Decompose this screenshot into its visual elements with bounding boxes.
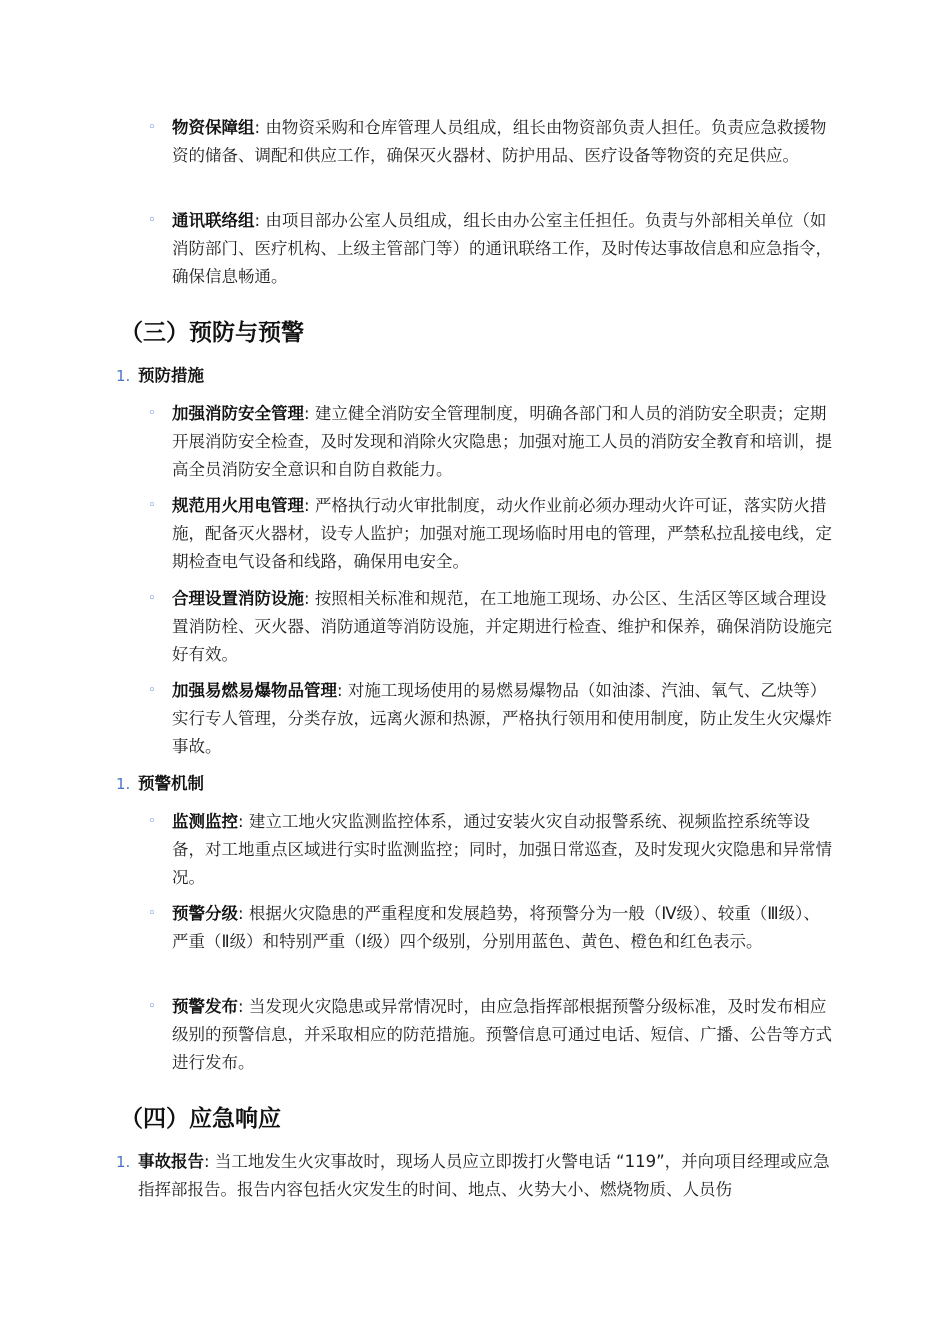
- numbered-item-title: 事故报告: [138, 1152, 204, 1171]
- item-text: 对施工现场使用的易燃易爆物品（如油漆、汽油、氧气、乙炔等）实行专人管理，分类存放，远离火源和热源，严格执行领用和使用制度，防止发生火灾爆炸事故。: [172, 681, 832, 756]
- item-text: 建立工地火灾监测监控体系，通过安装火灾自动报警系统、视频监控系统等设备，对工地重点区域进行实时监测监控；同时，加强日常巡查，及时发现火灾隐患和异常情况。: [172, 812, 832, 887]
- numbered-item-accident-report: 1. 事故报告: 当工地发生火灾事故时，现场人员应立即拨打火警电话 “119”，并向项目经理或应急指挥部报告。报告内容包括火灾发生的时间、地点、火势大小、燃烧物质、人员伤: [138, 1148, 833, 1204]
- bullet-icon: ◦: [148, 814, 156, 829]
- list-item-monitoring: ◦ 监测监控: 建立工地火灾监测监控体系，通过安装火灾自动报警系统、视频监控系统等设备，对工地重点区域进行实时监测监控；同时，加强日常巡查，及时发现火灾隐患和异常情况。: [172, 808, 832, 892]
- list-item-material-support: ◦ 物资保障组: 由物资采购和仓库管理人员组成，组长由物资部负责人担任。负责应急救援物资的储备、调配和供应工作，确保灭火器材、防护用品、医疗设备等物资的充足供应。: [172, 114, 832, 170]
- item-text: 当发现火灾隐患或异常情况时，由应急指挥部根据预警分级标准，及时发布相应级别的预警信息，并采取相应的防范措施。预警信息可通过电话、短信、广播、公告等方式进行发布。: [172, 997, 832, 1072]
- item-text: 按照相关标准和规范，在工地施工现场、办公区、生活区等区域合理设置消防栓、灭火器、消防通道等消防设施，并定期进行检查、维护和保养，确保消防设施完好有效。: [172, 589, 832, 664]
- numbered-item-title: 预防措施: [138, 366, 204, 385]
- item-term: 预警发布: [172, 997, 238, 1016]
- section-heading-prevention-warning: （三）预防与预警: [120, 320, 304, 346]
- numbered-item-prevention: [116, 362, 833, 390]
- list-item-fire-electricity-management: ◦ 规范用火用电管理: 严格执行动火审批制度，动火作业前必须办理动火许可证，落实防火措施，配备灭火器材，设专人监护；加强对施工现场临时用电的管理，严禁私拉乱接电线，定期检查电气设备和线路，确保用电安全。: [172, 492, 832, 576]
- numbered-item-warning: [116, 770, 833, 798]
- list-item-fire-facilities: ◦ 合理设置消防设施: 按照相关标准和规范，在工地施工现场、办公区、生活区等区域合理设置消防栓、灭火器、消防通道等消防设施，并定期进行检查、维护和保养，确保消防设施完好有效。: [172, 585, 832, 669]
- bullet-icon: ◦: [148, 406, 156, 421]
- bullet-icon: ◦: [148, 906, 156, 921]
- list-number: 1.: [116, 367, 131, 385]
- section-heading-emergency-response: （四）应急响应: [120, 1106, 281, 1132]
- item-text: 建立健全消防安全管理制度，明确各部门和人员的消防安全职责；定期开展消防安全检查，及时发现和消除火灾隐患；加强对施工人员的消防安全教育和培训，提高全员消防安全意识和自防自救能力。: [172, 404, 832, 479]
- bullet-icon: ◦: [148, 591, 156, 606]
- item-text: 根据火灾隐患的严重程度和发展趋势，将预警分为一般（Ⅳ级）、较重（Ⅲ级）、严重（Ⅱ级）和特别严重（Ⅰ级）四个级别，分别用蓝色、黄色、橙色和红色表示。: [172, 904, 820, 951]
- list-item-warning-levels: ◦ 预警分级: 根据火灾隐患的严重程度和发展趋势，将预警分为一般（Ⅳ级）、较重（Ⅲ级）、严重（Ⅱ级）和特别严重（Ⅰ级）四个级别，分别用蓝色、黄色、橙色和红色表示。: [172, 900, 832, 956]
- item-text: 由项目部办公室人员组成，组长由办公室主任担任。负责与外部相关单位（如消防部门、医疗机构、上级主管部门等）的通讯联络工作，及时传达事故信息和应急指令，确保信息畅通。: [172, 211, 832, 286]
- list-item-flammable-management: ◦ 加强易燃易爆物品管理: 对施工现场使用的易燃易爆物品（如油漆、汽油、氧气、乙炔等）实行专人管理，分类存放，远离火源和热源，严格执行领用和使用制度，防止发生火灾爆炸事故。: [172, 677, 832, 761]
- item-term: 加强消防安全管理: [172, 404, 304, 423]
- bullet-icon: ◦: [148, 120, 156, 135]
- item-term: 加强易燃易爆物品管理: [172, 681, 337, 700]
- item-text: 当工地发生火灾事故时，现场人员应立即拨打火警电话 “119”，并向项目经理或应急指挥部报告。报告内容包括火灾发生的时间、地点、火势大小、燃烧物质、人员伤: [138, 1152, 830, 1199]
- bullet-icon: ◦: [148, 999, 156, 1014]
- item-term: 物资保障组: [172, 118, 255, 137]
- item-text: 由物资采购和仓库管理人员组成，组长由物资部负责人担任。负责应急救援物资的储备、调配和供应工作，确保灭火器材、防护用品、医疗设备等物资的充足供应。: [172, 118, 827, 165]
- bullet-icon: ◦: [148, 683, 156, 698]
- list-number: 1.: [116, 1153, 131, 1171]
- item-term: 通讯联络组: [172, 211, 255, 230]
- numbered-item-title: 预警机制: [138, 774, 204, 793]
- bullet-icon: ◦: [148, 498, 156, 513]
- list-item-communication: ◦ 通讯联络组: 由项目部办公室人员组成，组长由办公室主任担任。负责与外部相关单位（如消防部门、医疗机构、上级主管部门等）的通讯联络工作，及时传达事故信息和应急指令，确保信息畅通。: [172, 207, 832, 291]
- list-number: 1.: [116, 775, 131, 793]
- item-term: 规范用火用电管理: [172, 496, 304, 515]
- list-item-fire-safety-management: ◦ 加强消防安全管理: 建立健全消防安全管理制度，明确各部门和人员的消防安全职责；定期开展消防安全检查，及时发现和消除火灾隐患；加强对施工人员的消防安全教育和培训，提高全员消防安全意识和自防自救能力。: [172, 400, 832, 484]
- item-term: 合理设置消防设施: [172, 589, 304, 608]
- bullet-icon: ◦: [148, 213, 156, 228]
- item-term: 预警分级: [172, 904, 238, 923]
- item-text: 严格执行动火审批制度，动火作业前必须办理动火许可证，落实防火措施，配备灭火器材，设专人监护；加强对施工现场临时用电的管理，严禁私拉乱接电线，定期检查电气设备和线路，确保用电安全。: [172, 496, 832, 571]
- list-item-warning-release: ◦ 预警发布: 当发现火灾隐患或异常情况时，由应急指挥部根据预警分级标准，及时发布相应级别的预警信息，并采取相应的防范措施。预警信息可通过电话、短信、广播、公告等方式进行发布。: [172, 993, 832, 1077]
- item-term: 监测监控: [172, 812, 238, 831]
